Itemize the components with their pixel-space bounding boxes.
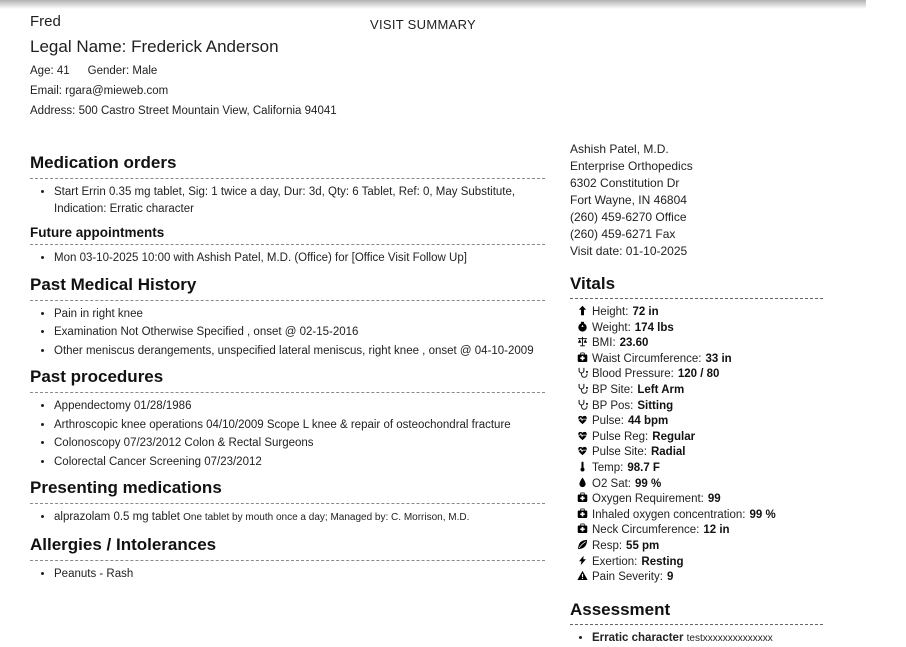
vital-item bbox=[577, 383, 823, 399]
vital-item bbox=[577, 367, 823, 383]
vital-value: Sitting bbox=[637, 399, 674, 412]
heart-pulse-icon bbox=[577, 414, 588, 425]
vital-value: 99 % bbox=[635, 477, 662, 490]
vital-item bbox=[577, 445, 823, 461]
warning-icon bbox=[577, 570, 588, 581]
list-item: • Colorectal Cancer Screening 07/23/2012 bbox=[54, 454, 545, 471]
vital-item bbox=[577, 305, 823, 321]
future-appointments-list bbox=[30, 250, 545, 267]
medkit-icon bbox=[577, 492, 588, 503]
section-past-procedures bbox=[30, 367, 545, 470]
provider-phone-fax: (260) 459-6271 Fax bbox=[570, 227, 676, 241]
vital-item bbox=[577, 321, 823, 337]
vital-value: Left Arm bbox=[637, 383, 685, 396]
list-item bbox=[54, 509, 545, 527]
vital-item bbox=[577, 477, 823, 493]
section-title: Vitals bbox=[570, 274, 823, 299]
section-title: Presenting medications bbox=[30, 478, 545, 504]
thermometer-icon bbox=[577, 461, 588, 472]
vital-label: O2 Sat: bbox=[592, 477, 631, 490]
right-column bbox=[570, 141, 823, 647]
section-past-medical-history bbox=[30, 275, 545, 360]
age-gender-line bbox=[30, 61, 337, 81]
vital-value: 33 in bbox=[705, 352, 732, 365]
patient-age: Age: 41 bbox=[30, 65, 70, 77]
patient-address: Address: 500 Castro Street Mountain View, California 94041 bbox=[30, 105, 337, 117]
provider-phone-office: (260) 459-6270 Office bbox=[570, 210, 687, 224]
list-item: • Arthroscopic knee operations 04/10/2009 Scope L knee & repair of osteochondral fracture bbox=[54, 417, 545, 434]
vital-label: Inhaled oxygen concentration: bbox=[592, 508, 746, 521]
provider-address-line2: Fort Wayne, IN 46804 bbox=[570, 193, 687, 207]
section-title: Assessment bbox=[570, 600, 823, 625]
provider-practice: Enterprise Orthopedics bbox=[570, 159, 693, 173]
patient-email: Email: rgara@mieweb.com bbox=[30, 85, 169, 97]
medkit-icon bbox=[577, 508, 588, 519]
vital-item bbox=[577, 523, 823, 539]
vital-value: 72 in bbox=[632, 306, 659, 318]
vital-label: BP Pos: bbox=[592, 399, 634, 412]
list-item: • Pain in right knee bbox=[54, 306, 545, 323]
list-item: • Colonoscopy 07/23/2012 Colon & Rectal Surgeons bbox=[54, 435, 545, 452]
vital-value: 9 bbox=[666, 571, 674, 584]
vital-item bbox=[577, 336, 823, 352]
past-medical-history-list bbox=[30, 306, 545, 360]
section-title: Medication orders bbox=[30, 153, 545, 179]
vital-item bbox=[577, 539, 823, 555]
vital-value: Radial bbox=[650, 446, 686, 459]
vital-value: 120 / 80 bbox=[677, 368, 720, 381]
list-item: • Examination Not Otherwise Specified , onset @ 02-15-2016 bbox=[54, 324, 545, 341]
provider-name: Ashish Patel, M.D. bbox=[570, 142, 669, 156]
patient-gender: Gender: Male bbox=[87, 65, 158, 77]
section-assessment bbox=[570, 600, 823, 647]
vital-label: Weight: bbox=[592, 321, 631, 334]
stethoscope-icon bbox=[577, 383, 588, 394]
list-item: • Appendectomy 01/28/1986 bbox=[54, 398, 545, 415]
vital-item bbox=[577, 414, 823, 430]
section-title: Past Medical History bbox=[30, 275, 545, 301]
assessment-detail: testxxxxxxxxxxxxxx bbox=[686, 632, 773, 644]
vital-label: Temp: bbox=[592, 461, 624, 474]
section-allergies bbox=[30, 535, 545, 583]
vital-item bbox=[577, 508, 823, 524]
medication-sig-detail: One tablet by mouth once a day; Managed by: C. Morrison, M.D. bbox=[183, 512, 470, 523]
patient-short-name: Fred bbox=[30, 13, 61, 30]
vital-label: Oxygen Requirement: bbox=[592, 493, 704, 506]
medkit-icon bbox=[577, 352, 588, 363]
vital-item bbox=[577, 570, 823, 586]
assessment-list bbox=[570, 630, 823, 647]
vital-label: Pulse: bbox=[592, 415, 624, 428]
vital-label: Blood Pressure: bbox=[592, 368, 674, 381]
vital-item bbox=[577, 399, 823, 415]
vitals-list bbox=[570, 305, 823, 586]
visit-date: Visit date: 01-10-2025 bbox=[570, 244, 688, 258]
vital-value: 12 in bbox=[703, 524, 730, 537]
list-item: • Start Errin 0.35 mg tablet, Sig: 1 twice a day, Dur: 3d, Qty: 6 Tablet, Ref: 0, May Substitute, Indication: Erratic character bbox=[54, 184, 545, 217]
list-item: • Peanuts - Rash bbox=[54, 566, 545, 583]
section-presenting-medications bbox=[30, 478, 545, 527]
assessment-name: Erratic character bbox=[592, 631, 684, 644]
balance-scale-icon bbox=[577, 336, 588, 347]
vital-value: Regular bbox=[652, 430, 696, 443]
list-item: • Mon 03-10-2025 10:00 with Ashish Patel, M.D. (Office) for [Office Visit Follow Up] bbox=[54, 250, 545, 267]
medkit-icon bbox=[577, 523, 588, 534]
vital-label: Exertion: bbox=[592, 555, 638, 568]
section-title: Past procedures bbox=[30, 367, 545, 393]
vital-label: Neck Circumference: bbox=[592, 524, 700, 537]
vital-value: 23.60 bbox=[619, 337, 649, 350]
vital-item bbox=[577, 430, 823, 446]
patient-demographics bbox=[30, 61, 337, 121]
list-item bbox=[592, 630, 823, 647]
arrow-up-icon bbox=[577, 305, 588, 316]
vital-label: Height: bbox=[592, 306, 629, 318]
vital-label: Pain Severity: bbox=[592, 571, 663, 584]
vital-label: Resp: bbox=[592, 539, 623, 552]
top-shadow bbox=[0, 0, 866, 9]
heart-pulse-icon bbox=[577, 445, 588, 456]
presenting-medications-list bbox=[30, 509, 545, 527]
section-future-appointments bbox=[30, 225, 545, 267]
vital-value: 174 lbs bbox=[634, 321, 674, 334]
vital-label: Waist Circumference: bbox=[592, 352, 702, 365]
vital-value: 99 bbox=[707, 493, 721, 506]
medication-orders-list bbox=[30, 184, 545, 217]
leaf-icon bbox=[577, 539, 588, 550]
past-procedures-list bbox=[30, 398, 545, 470]
vital-label: BP Site: bbox=[592, 383, 634, 396]
vital-value: 44 bpm bbox=[627, 415, 669, 428]
provider-address-line1: 6302 Constitution Dr bbox=[570, 176, 680, 190]
vital-item bbox=[577, 492, 823, 508]
page-title: VISIT SUMMARY bbox=[370, 17, 476, 32]
stethoscope-icon bbox=[577, 399, 588, 410]
vital-value: Resting bbox=[641, 555, 684, 568]
vital-value: 99 % bbox=[749, 508, 776, 521]
vital-item bbox=[577, 555, 823, 571]
provider-block bbox=[570, 141, 823, 260]
medication-name: alprazolam 0.5 mg tablet bbox=[54, 511, 180, 523]
left-column bbox=[30, 142, 545, 590]
vital-item bbox=[577, 352, 823, 368]
bolt-icon bbox=[577, 555, 588, 566]
vital-label: Pulse Site: bbox=[592, 446, 647, 459]
droplet-icon bbox=[577, 477, 588, 488]
section-title: Allergies / Intolerances bbox=[30, 535, 545, 561]
allergies-list bbox=[30, 566, 545, 583]
heart-pulse-icon bbox=[577, 430, 588, 441]
vital-label: BMI: bbox=[592, 337, 616, 350]
weight-icon bbox=[577, 321, 588, 332]
stethoscope-icon bbox=[577, 367, 588, 378]
section-medication-orders bbox=[30, 153, 545, 217]
vital-value: 55 pm bbox=[626, 539, 660, 552]
vital-value: 98.7 F bbox=[627, 461, 660, 474]
section-title: Future appointments bbox=[30, 225, 545, 245]
section-vitals bbox=[570, 274, 823, 586]
vital-item bbox=[577, 461, 823, 477]
patient-legal-name: Legal Name: Frederick Anderson bbox=[30, 37, 279, 56]
vital-label: Pulse Reg: bbox=[592, 430, 649, 443]
list-item: • Other meniscus derangements, unspecified lateral meniscus, right knee , onset @ 04-10-2009 bbox=[54, 343, 545, 360]
